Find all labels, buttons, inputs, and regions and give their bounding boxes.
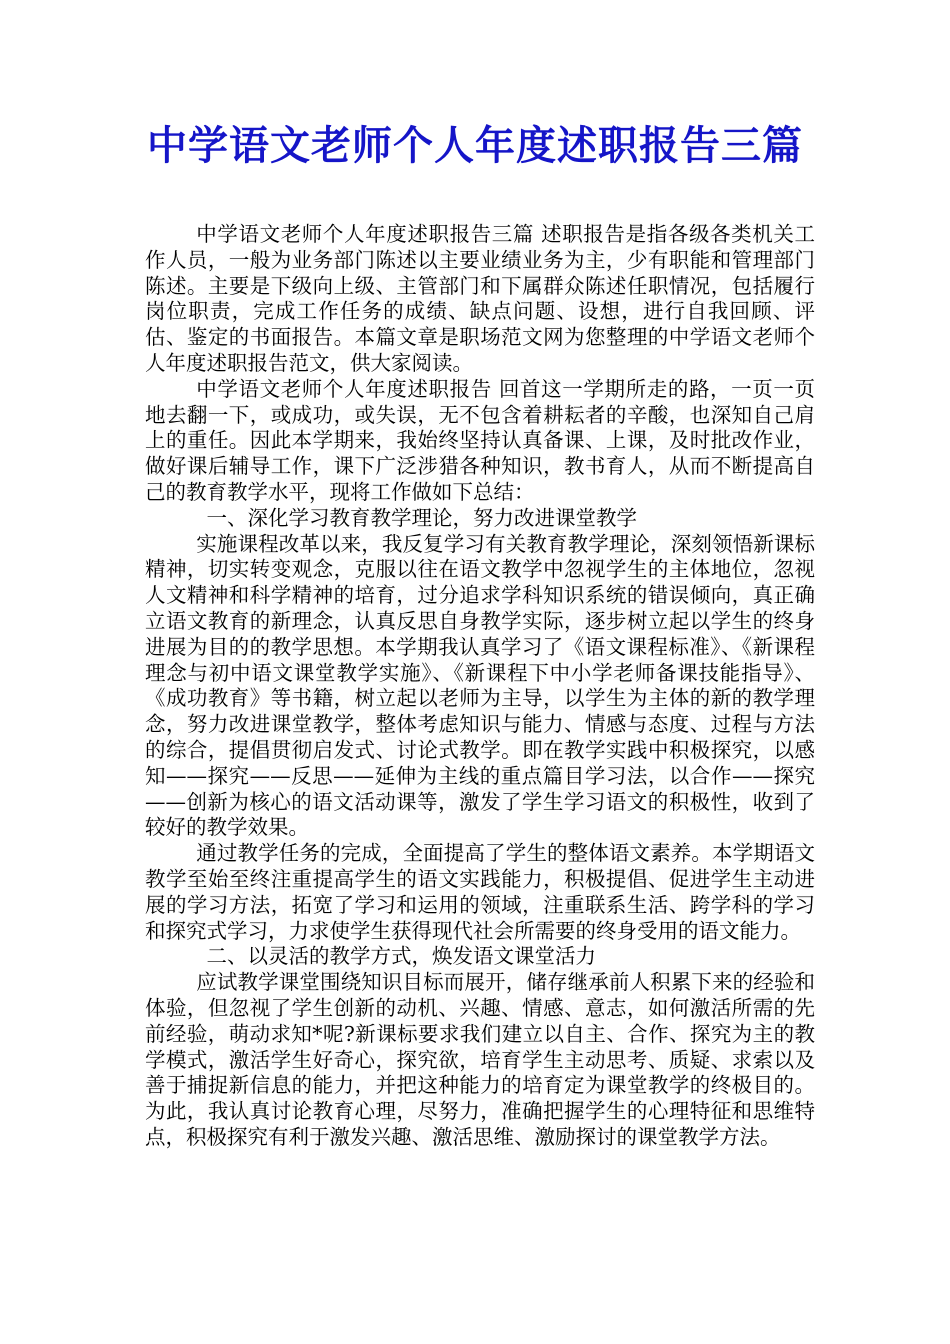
paragraph-intro: 中学语文老师个人年度述职报告三篇 述职报告是指各级各类机关工作人员，一般为业务部门陈述以主要业绩业务为主，少有职能和管理部门陈述。主要是下级向上级、主管部门和下属群众陈述任职情况，包括履行岗位职责，完成工作任务的成绩、缺点问题、设想，进行自我回顾、评估、鉴定的书面报告。本篇文章是职场范文网为您整理的中学语文老师个人年度述职报告范文，供大家阅读。 bbox=[145, 222, 815, 375]
paragraph-curriculum-reform: 实施课程改革以来，我反复学习有关教育教学理论，深刻领悟新课标精神，切实转变观念，克服以往在语文教学中忽视学生的主体地位，忽视人文精神和科学精神的培育，过分追求学科知识系统的错误倾向，真正确立语文教育的新理念，认真反思自身教学实际，逐步树立起以学生的终身进展为目的的教学思想。本学期我认真学习了《语文课程标准》、《新课程理念与初中语文课堂教学实施》、《新课程下中小学老师备课技能指导》、《成功教育》等书籍，树立起以老师为主导，以学生为主体的新的教学理念，努力改进课堂教学，整体考虑知识与能力、情感与态度、过程与方法的综合，提倡贯彻启发式、讨论式教学。即在教学实践中积极探究，以感知——探究——反思——延伸为主线的重点篇目学习法，以合作——探究——创新为核心的语文活动课等，激发了学生学习语文的积极性，收到了较好的教学效果。 bbox=[145, 531, 815, 840]
section-heading-2: 二、以灵活的教学方式，焕发语文课堂活力 bbox=[206, 944, 596, 969]
paragraph-teaching-methods: 应试教学课堂围绕知识目标而展开，储存继承前人积累下来的经验和体验，但忽视了学生创新的动机、兴趣、情感、意志，如何激活所需的先前经验，萌动求知*呢?新课标要求我们建立以自主、合作、探究为主的教学模式，激活学生好奇心，探究欲，培育学生主动思考、质疑、求索以及善于捕捉新信息的能力，并把这种能力的培育定为课堂教学的终极目的。为此，我认真讨论教育心理，尽努力，准确把握学生的心理特征和思维特点，积极探究有利于激发兴趣、激活思维、激励探讨的课堂教学方法。 bbox=[145, 970, 815, 1149]
document-title: 中学语文老师个人年度述职报告三篇 bbox=[147, 122, 803, 169]
document-body bbox=[145, 222, 815, 1151]
paragraph-report-opening: 中学语文老师个人年度述职报告 回首这一学期所走的路，一页一页地去翻一下，或成功，或失误，无不包含着耕耘者的辛酸，也深知自己肩上的重任。因此本学期来，我始终坚持认真备课、上课，及时批改作业，做好课后辅导工作，课下广泛涉猎各种知识，教书育人，从而不断提高自己的教育教学水平，现将工作做如下总结： bbox=[145, 376, 815, 504]
paragraph-language-literacy: 通过教学任务的完成，全面提高了学生的整体语文素养。本学期语文教学至始至终注重提高学生的语文实践能力，积极提倡、促进学生主动进展的学习方法，拓宽了学习和运用的领域，注重联系生活、跨学科的学习和探究式学习，力求使学生获得现代社会所需要的终身受用的语文能力。 bbox=[145, 841, 815, 943]
section-heading-1: 一、深化学习教育教学理论，努力改进课堂教学 bbox=[206, 505, 637, 530]
